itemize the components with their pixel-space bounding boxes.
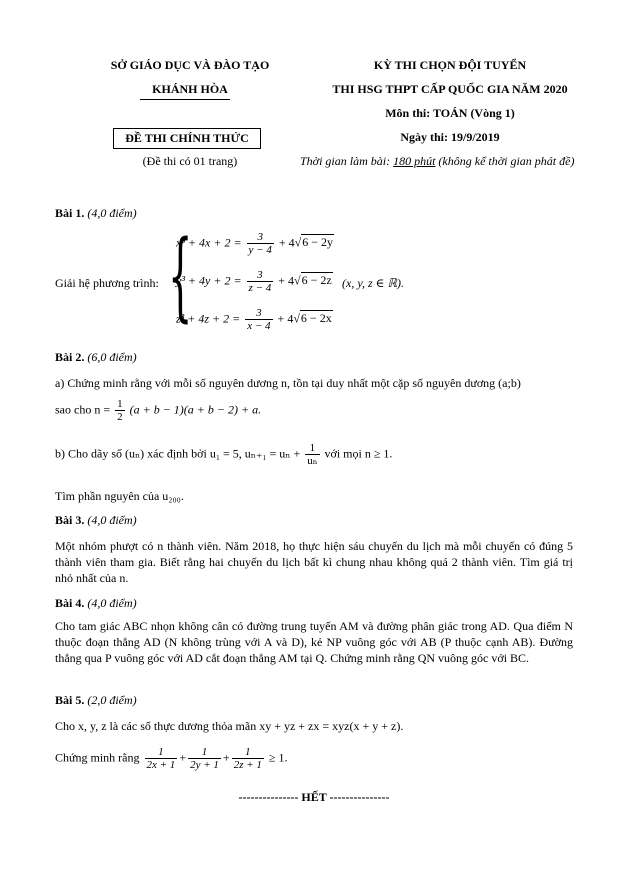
p5-f3-den: 2z + 1 (233, 759, 262, 771)
exam-date: Ngày thi: 19/9/2019 (400, 130, 500, 144)
problem-3-text: Một nhóm phượt có n thành viên. Năm 2018, họ thực hiện sáu chuyến du lịch mà mỗi chuyến có đúng 5 thành viên tham gia. Biết rằng hai chuyến du lịch bất kì chung nhau không quá 2 thành viên. Tìm giá trị nhỏ nhất của n. (55, 539, 573, 585)
duration-prefix: Thời gian làm bài: (300, 154, 394, 168)
p2b-num: 1 (309, 442, 316, 454)
p5-f1-den: 2x + 1 (146, 759, 176, 771)
p5-prove-prefix: Chứng minh rằng (55, 750, 140, 765)
duration-value: 180 phút (393, 154, 436, 168)
sqrt-sign-1: √ (294, 235, 302, 250)
problem-5-given: Cho x, y, z là các số thực dương thỏa mãn xy + yz + zx = xyz(x + y + z). (55, 719, 404, 733)
problem-5-heading (55, 693, 137, 708)
official-exam-box: ĐỀ THI CHÍNH THỨC (113, 128, 261, 149)
equation-1 (176, 231, 334, 256)
eq3-sqrt: 6 − 2x (300, 311, 332, 326)
p2a-num: 1 (117, 398, 123, 410)
exam-duration (300, 154, 600, 169)
p5-f2-den: 2y + 1 (190, 759, 219, 771)
end-mark: --------------- HẾT --------------- (238, 790, 390, 804)
p5-fraction-2 (188, 746, 221, 771)
p2a-den: 2 (117, 411, 123, 423)
eq2-num: 3 (257, 269, 263, 281)
eq2-fraction (247, 269, 274, 294)
problem-4-title: Bài 4. (55, 596, 85, 610)
problem-3-points: (4,0 điểm) (87, 513, 137, 527)
problem-5-points: (2,0 điểm) (87, 693, 137, 707)
p5-fraction-3 (232, 746, 264, 771)
eq1-num: 3 (257, 231, 263, 243)
p2a-fraction (115, 398, 125, 423)
problem-2a-statement: a) Chứng minh rằng với mỗi số nguyên dương n, tồn tại duy nhất một cặp số nguyên dương (a;b) (55, 376, 521, 390)
sqrt-sign-2: √ (294, 273, 301, 288)
problem-2-title: Bài 2. (55, 350, 85, 364)
eq1-rhs: + 4 (278, 235, 295, 250)
sqrt-sign-3: √ (293, 311, 300, 326)
eq2-lhs: y³ + 4y + 2 = (176, 273, 242, 288)
problem-1-points: (4,0 điểm) (87, 206, 137, 220)
problem-2-points: (6,0 điểm) (87, 350, 137, 364)
province-name: KHÁNH HÒA (152, 82, 228, 96)
problem-2a-formula (55, 398, 261, 423)
eq2-rhs: + 4 (278, 273, 295, 288)
p5-f2-num: 1 (201, 746, 208, 758)
eq3-fraction (245, 307, 272, 332)
equation-3 (176, 307, 333, 332)
eq3-rhs: + 4 (277, 311, 294, 326)
department-name: SỞ GIÁO DỤC VÀ ĐÀO TẠO (110, 58, 270, 72)
problem-1-heading (55, 206, 137, 221)
subject-line: Môn thi: TOÁN (Vòng 1) (385, 106, 515, 120)
problem-5-prove: Chứng minh rằng $\frac{1}{2x + 1}$ + $\frac{1}{2y + 1}$ + $\frac{1}{2z + 1}$ ≥ 1. (55, 746, 288, 771)
pages-note: (Đề thi có 01 trang) (142, 154, 238, 168)
problem-2-heading (55, 350, 137, 365)
p5-fraction-1 (145, 746, 178, 771)
eq2-sqrt: 6 − 2z (301, 273, 332, 288)
p5-prove-suffix: ≥ 1. (268, 750, 288, 765)
problem-4-text: Cho tam giác ABC nhọn không cân có đường trung tuyến AM và đường phân giác trong AD. Qua điểm N thuộc đoạn thẳng AD (N không trùng với A và D), kẻ NP vuông góc với AB (P thuộc cạnh AB). Đường thẳng qua P vuông góc với AD cắt đoạn thẳng AM tại Q. Chứng minh rằng QN vuông góc với BC. (55, 619, 573, 665)
eq3-lhs: z³ + 4z + 2 = (176, 311, 241, 326)
system-brace: { (168, 220, 193, 332)
p5-f3-num: 1 (245, 746, 251, 758)
eq1-lhs: x³ + 4x + 2 = (176, 235, 242, 250)
problem-3-heading (55, 513, 137, 528)
problem-2b-statement (55, 442, 392, 467)
eq2-den: z − 4 (248, 282, 272, 294)
equation-2 (176, 269, 333, 294)
problem-3-title: Bài 3. (55, 513, 85, 527)
problem-1-lead: Giải hệ phương trình: (55, 276, 159, 290)
p2a-suffix: (a + b − 1)(a + b − 2) + a. (129, 402, 262, 417)
problem-2b-task: Tìm phần nguyên của u₂₀₀. (55, 489, 184, 503)
exam-title-line1: KỲ THI CHỌN ĐỘI TUYỂN (373, 58, 527, 72)
p2b-fraction (305, 442, 319, 467)
p2a-prefix: sao cho n = (55, 402, 111, 417)
p5-f1-num: 1 (158, 746, 164, 758)
p2b-suffix: với mọi n ≥ 1. (324, 446, 393, 461)
eq3-den: x − 4 (247, 320, 271, 332)
exam-title-line2: THI HSG THPT CẤP QUỐC GIA NĂM 2020 (332, 82, 568, 96)
eq1-sqrt: 6 − 2y (302, 235, 334, 250)
p2b-den: uₙ (307, 455, 318, 467)
eq1-den: y − 4 (248, 244, 272, 256)
problem-4-heading (55, 596, 137, 611)
problem-5-title: Bài 5. (55, 693, 85, 707)
problem-1-domain: (x, y, z ∈ ℝ). (342, 276, 405, 290)
eq3-num: 3 (256, 307, 262, 319)
problem-4-points: (4,0 điểm) (87, 596, 137, 610)
p2b-prefix: b) Cho dãy số (uₙ) xác định bởi u₁ = 5, uₙ₊₁ = uₙ + (55, 446, 301, 461)
problem-1-title: Bài 1. (55, 206, 85, 220)
duration-suffix: (không kể thời gian phát đề) (435, 154, 575, 168)
province-underline (140, 99, 230, 100)
eq1-fraction (247, 231, 274, 256)
